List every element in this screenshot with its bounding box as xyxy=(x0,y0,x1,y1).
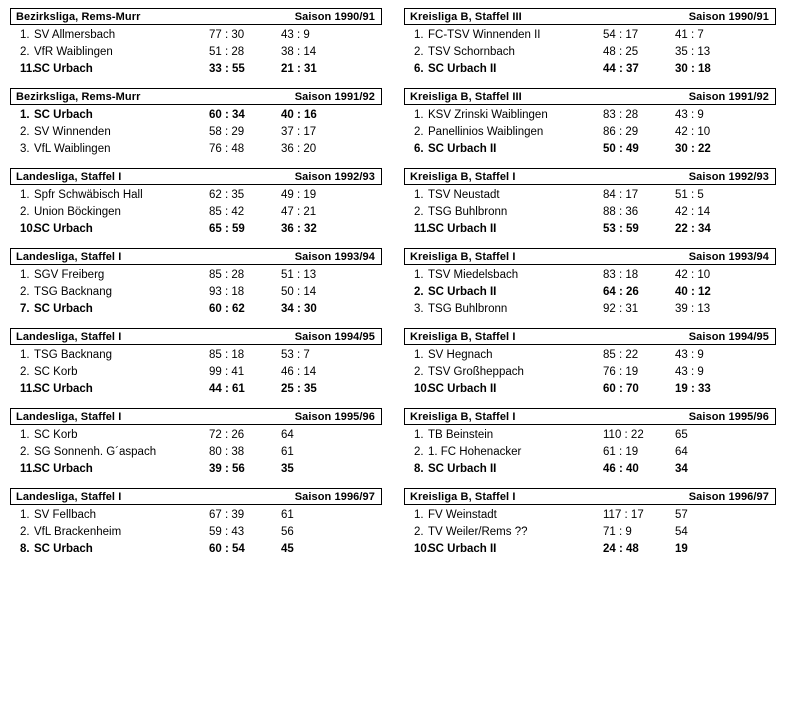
row-goals: 86 : 29 xyxy=(603,126,639,138)
row-rank: 8. xyxy=(20,543,30,555)
row-rank: 1. xyxy=(414,509,424,521)
row-goals: 53 : 59 xyxy=(603,223,639,235)
row-rank: 10. xyxy=(414,383,430,395)
row-goals: 85 : 18 xyxy=(209,349,245,361)
row-rank: 3. xyxy=(414,303,424,315)
row-goals: 85 : 28 xyxy=(209,269,245,281)
row-goals: 59 : 43 xyxy=(209,526,245,538)
columns-container xyxy=(10,8,794,558)
table-row xyxy=(10,27,382,44)
row-points: 19 xyxy=(675,543,688,555)
row-team: VfR Waiblingen xyxy=(34,46,113,58)
row-team: SG Sonnenh. G´aspach xyxy=(34,446,157,458)
standings-rows xyxy=(404,265,776,318)
row-team: TSG Buhlbronn xyxy=(428,303,508,315)
row-rank: 2. xyxy=(414,526,424,538)
season-label: Saison 1994/95 xyxy=(688,330,769,343)
season-block xyxy=(10,8,382,78)
row-team: SC Urbach xyxy=(34,543,93,555)
table-row xyxy=(10,507,382,524)
row-points: 30 : 18 xyxy=(675,63,711,75)
season-block-header xyxy=(404,488,776,505)
row-points: 40 : 12 xyxy=(675,286,711,298)
table-row xyxy=(10,381,382,398)
season-label: Saison 1996/97 xyxy=(688,490,769,503)
season-block xyxy=(10,488,382,558)
row-points: 43 : 9 xyxy=(675,366,704,378)
row-points: 43 : 9 xyxy=(281,29,310,41)
table-row xyxy=(10,444,382,461)
row-points: 46 : 14 xyxy=(281,366,317,378)
standings-rows xyxy=(404,185,776,238)
standings-rows xyxy=(10,345,382,398)
season-block-header xyxy=(10,488,382,505)
standings-rows xyxy=(10,25,382,78)
table-row xyxy=(404,381,776,398)
row-rank: 2. xyxy=(414,446,424,458)
row-goals: 60 : 34 xyxy=(209,109,245,121)
row-points: 42 : 10 xyxy=(675,269,711,281)
table-row xyxy=(404,221,776,238)
row-points: 38 : 14 xyxy=(281,46,317,58)
row-goals: 93 : 18 xyxy=(209,286,245,298)
standings-rows xyxy=(10,105,382,158)
table-row xyxy=(10,124,382,141)
row-team: TSV Miedelsbach xyxy=(428,269,519,281)
row-team: SC Urbach xyxy=(34,463,93,475)
season-block xyxy=(10,88,382,158)
season-block-header xyxy=(404,8,776,25)
row-team: VfL Brackenheim xyxy=(34,526,122,538)
row-goals: 46 : 40 xyxy=(603,463,639,475)
season-block xyxy=(10,408,382,478)
row-team: SC Urbach II xyxy=(428,463,497,475)
row-goals: 64 : 26 xyxy=(603,286,639,298)
table-row xyxy=(404,444,776,461)
row-rank: 6. xyxy=(414,143,424,155)
standings-rows xyxy=(404,505,776,558)
row-rank: 7. xyxy=(20,303,30,315)
season-label: Saison 1993/94 xyxy=(294,250,375,263)
row-team: SC Urbach II xyxy=(428,223,497,235)
row-rank: 2. xyxy=(20,446,30,458)
table-row xyxy=(404,507,776,524)
row-team: Union Böckingen xyxy=(34,206,121,218)
row-points: 47 : 21 xyxy=(281,206,317,218)
row-points: 61 xyxy=(281,446,294,458)
row-goals: 33 : 55 xyxy=(209,63,245,75)
row-points: 36 : 32 xyxy=(281,223,317,235)
season-block-header xyxy=(10,248,382,265)
row-goals: 58 : 29 xyxy=(209,126,245,138)
row-goals: 88 : 36 xyxy=(603,206,639,218)
row-goals: 76 : 48 xyxy=(209,143,245,155)
row-rank: 2. xyxy=(414,286,424,298)
row-goals: 117 : 17 xyxy=(603,509,644,521)
row-rank: 1. xyxy=(414,429,424,441)
row-points: 22 : 34 xyxy=(675,223,711,235)
table-row xyxy=(404,284,776,301)
season-block xyxy=(404,248,776,318)
table-row xyxy=(10,44,382,61)
row-team: TSG Buhlbronn xyxy=(428,206,508,218)
season-block-header xyxy=(404,408,776,425)
row-rank: 11. xyxy=(414,223,430,235)
standings-rows xyxy=(10,425,382,478)
table-row xyxy=(404,141,776,158)
row-points: 50 : 14 xyxy=(281,286,317,298)
row-rank: 1. xyxy=(414,349,424,361)
season-block-header xyxy=(404,328,776,345)
season-block xyxy=(404,88,776,158)
row-points: 41 : 7 xyxy=(675,29,704,41)
row-goals: 72 : 26 xyxy=(209,429,245,441)
row-team: SC Urbach II xyxy=(428,143,497,155)
season-block-header xyxy=(404,88,776,105)
season-block-header xyxy=(404,248,776,265)
row-goals: 77 : 30 xyxy=(209,29,245,41)
row-points: 40 : 16 xyxy=(281,109,317,121)
row-goals: 44 : 61 xyxy=(209,383,245,395)
season-label: Saison 1991/92 xyxy=(688,90,769,103)
row-team: SV Allmersbach xyxy=(34,29,116,41)
standings-rows xyxy=(404,345,776,398)
league-name: Kreisliga B, Staffel I xyxy=(410,410,516,423)
season-label: Saison 1996/97 xyxy=(294,490,375,503)
season-block xyxy=(404,328,776,398)
row-rank: 2. xyxy=(20,206,30,218)
row-team: TB Beinstein xyxy=(428,429,494,441)
table-row xyxy=(10,221,382,238)
row-team: SV Hegnach xyxy=(428,349,493,361)
row-points: 64 xyxy=(675,446,688,458)
row-rank: 1. xyxy=(414,29,424,41)
row-goals: 83 : 28 xyxy=(603,109,639,121)
row-goals: 80 : 38 xyxy=(209,446,245,458)
row-goals: 76 : 19 xyxy=(603,366,639,378)
season-block-header xyxy=(10,408,382,425)
row-points: 35 xyxy=(281,463,294,475)
row-goals: 65 : 59 xyxy=(209,223,245,235)
row-team: Spfr Schwäbisch Hall xyxy=(34,189,143,201)
row-points: 51 : 5 xyxy=(675,189,704,201)
table-row xyxy=(404,347,776,364)
row-team: TSG Backnang xyxy=(34,286,112,298)
row-rank: 10. xyxy=(20,223,36,235)
row-goals: 84 : 17 xyxy=(603,189,639,201)
row-points: 45 xyxy=(281,543,294,555)
row-goals: 60 : 54 xyxy=(209,543,245,555)
row-rank: 2. xyxy=(414,46,424,58)
row-team: VfL Waiblingen xyxy=(34,143,111,155)
standings-rows xyxy=(10,265,382,318)
row-points: 57 xyxy=(675,509,688,521)
league-name: Landesliga, Staffel I xyxy=(16,330,122,343)
standings-rows xyxy=(404,425,776,478)
season-block xyxy=(10,328,382,398)
row-goals: 110 : 22 xyxy=(603,429,644,441)
row-points: 34 : 30 xyxy=(281,303,317,315)
row-team: SC Korb xyxy=(34,366,78,378)
row-team: SC Urbach xyxy=(34,303,93,315)
row-team: SC Urbach II xyxy=(428,383,497,395)
league-name: Kreisliga B, Staffel I xyxy=(410,250,516,263)
row-goals: 50 : 49 xyxy=(603,143,639,155)
row-points: 35 : 13 xyxy=(675,46,711,58)
table-row xyxy=(404,524,776,541)
season-label: Saison 1995/96 xyxy=(688,410,769,423)
row-team: TV Weiler/Rems ?? xyxy=(428,526,528,538)
row-team: TSV Neustadt xyxy=(428,189,500,201)
row-points: 42 : 10 xyxy=(675,126,711,138)
row-rank: 10. xyxy=(414,543,430,555)
row-points: 37 : 17 xyxy=(281,126,317,138)
season-block xyxy=(404,408,776,478)
row-points: 61 xyxy=(281,509,294,521)
row-rank: 1. xyxy=(20,509,30,521)
row-rank: 2. xyxy=(20,286,30,298)
league-name: Kreisliga B, Staffel I xyxy=(410,170,516,183)
table-row xyxy=(404,541,776,558)
row-rank: 2. xyxy=(414,206,424,218)
row-team: SC Urbach II xyxy=(428,543,497,555)
row-goals: 60 : 70 xyxy=(603,383,639,395)
row-team: Panellinios Waiblingen xyxy=(428,126,544,138)
row-goals: 62 : 35 xyxy=(209,189,245,201)
row-rank: 2. xyxy=(20,126,30,138)
row-goals: 24 : 48 xyxy=(603,543,639,555)
row-team: SC Urbach xyxy=(34,109,93,121)
table-row xyxy=(404,204,776,221)
table-row xyxy=(404,107,776,124)
table-row xyxy=(404,427,776,444)
standings-rows xyxy=(404,105,776,158)
row-points: 64 xyxy=(281,429,294,441)
season-label: Saison 1990/91 xyxy=(294,10,375,23)
table-row xyxy=(10,364,382,381)
row-team: KSV Zrinski Waiblingen xyxy=(428,109,548,121)
season-label: Saison 1994/95 xyxy=(294,330,375,343)
table-row xyxy=(10,427,382,444)
table-row xyxy=(10,284,382,301)
row-rank: 2. xyxy=(20,46,30,58)
row-points: 21 : 31 xyxy=(281,63,317,75)
row-points: 54 xyxy=(675,526,688,538)
season-label: Saison 1991/92 xyxy=(294,90,375,103)
row-points: 56 xyxy=(281,526,294,538)
row-team: SC Urbach xyxy=(34,223,93,235)
table-row xyxy=(404,187,776,204)
season-block-header xyxy=(10,328,382,345)
row-rank: 1. xyxy=(20,269,30,281)
table-row xyxy=(404,27,776,44)
row-points: 30 : 22 xyxy=(675,143,711,155)
row-points: 42 : 14 xyxy=(675,206,711,218)
table-row xyxy=(10,267,382,284)
row-rank: 3. xyxy=(20,143,30,155)
row-goals: 54 : 17 xyxy=(603,29,639,41)
row-rank: 6. xyxy=(414,63,424,75)
row-points: 43 : 9 xyxy=(675,349,704,361)
season-block xyxy=(404,168,776,238)
season-block-header xyxy=(10,8,382,25)
row-team: FV Weinstadt xyxy=(428,509,497,521)
table-row xyxy=(10,541,382,558)
row-team: SGV Freiberg xyxy=(34,269,105,281)
row-rank: 2. xyxy=(414,366,424,378)
row-team: SC Urbach II xyxy=(428,286,497,298)
row-team: SV Fellbach xyxy=(34,509,97,521)
league-name: Landesliga, Staffel I xyxy=(16,490,122,503)
row-goals: 83 : 18 xyxy=(603,269,639,281)
row-points: 36 : 20 xyxy=(281,143,317,155)
league-name: Kreisliga B, Staffel I xyxy=(410,490,516,503)
table-row xyxy=(10,524,382,541)
row-goals: 67 : 39 xyxy=(209,509,245,521)
row-points: 53 : 7 xyxy=(281,349,310,361)
row-goals: 39 : 56 xyxy=(209,463,245,475)
season-label: Saison 1993/94 xyxy=(688,250,769,263)
table-row xyxy=(404,61,776,78)
league-name: Kreisliga B, Staffel III xyxy=(410,90,522,103)
standings-rows xyxy=(10,505,382,558)
row-team: TSG Backnang xyxy=(34,349,112,361)
table-row xyxy=(10,61,382,78)
season-block xyxy=(10,168,382,238)
row-goals: 44 : 37 xyxy=(603,63,639,75)
league-name: Bezirksliga, Rems-Murr xyxy=(16,10,141,23)
league-name: Landesliga, Staffel I xyxy=(16,250,122,263)
season-block xyxy=(404,8,776,78)
row-team: SC Urbach II xyxy=(428,63,497,75)
row-points: 39 : 13 xyxy=(675,303,711,315)
season-label: Saison 1992/93 xyxy=(688,170,769,183)
league-name: Landesliga, Staffel I xyxy=(16,170,122,183)
row-team: 1. FC Hohenacker xyxy=(428,446,522,458)
row-team: SV Winnenden xyxy=(34,126,111,138)
row-team: SC Korb xyxy=(34,429,78,441)
season-block xyxy=(404,488,776,558)
table-row xyxy=(404,364,776,381)
season-block xyxy=(10,248,382,318)
row-rank: 11. xyxy=(20,383,36,395)
row-rank: 1. xyxy=(20,189,30,201)
row-rank: 1. xyxy=(414,189,424,201)
row-goals: 48 : 25 xyxy=(603,46,639,58)
season-block-header xyxy=(10,168,382,185)
row-rank: 2. xyxy=(20,526,30,538)
row-team: FC-TSV Winnenden II xyxy=(428,29,541,41)
row-rank: 8. xyxy=(414,463,424,475)
table-row xyxy=(10,461,382,478)
standings-column xyxy=(10,8,382,558)
table-row xyxy=(404,124,776,141)
row-goals: 61 : 19 xyxy=(603,446,639,458)
row-rank: 1. xyxy=(20,109,30,121)
season-label: Saison 1990/91 xyxy=(688,10,769,23)
row-team: TSV Großheppach xyxy=(428,366,524,378)
row-goals: 60 : 62 xyxy=(209,303,245,315)
row-rank: 1. xyxy=(414,109,424,121)
row-rank: 11. xyxy=(20,463,36,475)
standings-column xyxy=(404,8,776,558)
row-rank: 2. xyxy=(414,126,424,138)
row-goals: 85 : 22 xyxy=(603,349,639,361)
row-goals: 71 : 9 xyxy=(603,526,632,538)
row-goals: 51 : 28 xyxy=(209,46,245,58)
season-label: Saison 1995/96 xyxy=(294,410,375,423)
standings-rows xyxy=(10,185,382,238)
row-rank: 1. xyxy=(20,29,30,41)
table-row xyxy=(10,187,382,204)
table-row xyxy=(10,301,382,318)
row-points: 51 : 13 xyxy=(281,269,317,281)
table-row xyxy=(10,347,382,364)
row-rank: 1. xyxy=(20,349,30,361)
table-row xyxy=(404,461,776,478)
row-points: 19 : 33 xyxy=(675,383,711,395)
row-rank: 1. xyxy=(414,269,424,281)
row-points: 65 xyxy=(675,429,688,441)
season-block-header xyxy=(404,168,776,185)
row-team: SC Urbach xyxy=(34,63,93,75)
season-block-header xyxy=(10,88,382,105)
league-name: Kreisliga B, Staffel III xyxy=(410,10,522,23)
row-rank: 11. xyxy=(20,63,36,75)
table-row xyxy=(10,204,382,221)
row-goals: 85 : 42 xyxy=(209,206,245,218)
table-row xyxy=(404,301,776,318)
row-rank: 2. xyxy=(20,366,30,378)
row-team: TSV Schornbach xyxy=(428,46,515,58)
season-label: Saison 1992/93 xyxy=(294,170,375,183)
league-name: Landesliga, Staffel I xyxy=(16,410,122,423)
row-rank: 1. xyxy=(20,429,30,441)
row-goals: 92 : 31 xyxy=(603,303,639,315)
league-name: Kreisliga B, Staffel I xyxy=(410,330,516,343)
row-points: 43 : 9 xyxy=(675,109,704,121)
standings-rows xyxy=(404,25,776,78)
table-row xyxy=(10,107,382,124)
row-team: SC Urbach xyxy=(34,383,93,395)
row-points: 49 : 19 xyxy=(281,189,317,201)
table-row xyxy=(10,141,382,158)
row-points: 25 : 35 xyxy=(281,383,317,395)
row-points: 34 xyxy=(675,463,688,475)
league-name: Bezirksliga, Rems-Murr xyxy=(16,90,141,103)
table-row xyxy=(404,267,776,284)
row-goals: 99 : 41 xyxy=(209,366,245,378)
table-row xyxy=(404,44,776,61)
